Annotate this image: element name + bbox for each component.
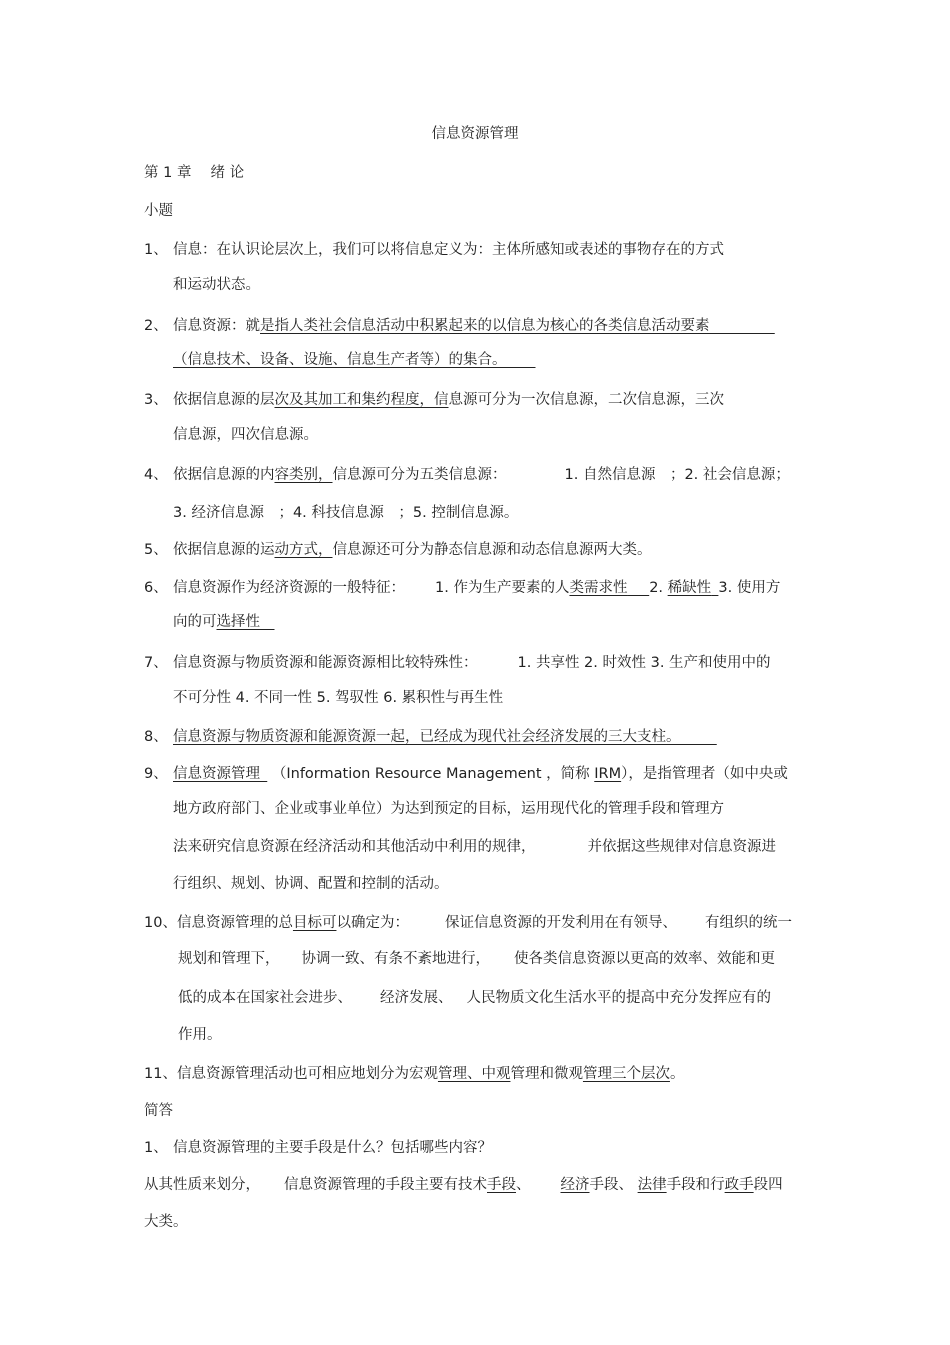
item-9-line-3: 法来研究信息资源在经济活动和其他活动中利用的规律， 并依据这些规律对信息资源进 bbox=[173, 839, 776, 855]
item-11-line-1: 11、信息资源管理活动也可相应地划分为宏观管理、中观管理和微观管理三个层次。 bbox=[144, 1066, 685, 1082]
item-3-line-1: 依据信息源的层次及其加工和集约程度，信息源可分为一次信息源，二次信息源，三次 bbox=[173, 392, 724, 408]
item-10-line-3: 低的成本在国家社会进步、 经济发展、 人民物质文化生活水平的提高中充分发挥应有的 bbox=[178, 990, 771, 1006]
chapter-heading: 第 1 章 绪 论 bbox=[144, 165, 245, 181]
section-heading-short: 简答 bbox=[144, 1103, 173, 1119]
item-number: 5、 bbox=[144, 542, 168, 558]
item-number: 9、 bbox=[144, 766, 168, 782]
item-7-line-1: 信息资源与物质资源和能源资源相比较特殊性： 1. 共享性 2. 时效性 3. 生产和使用中的 bbox=[173, 655, 771, 671]
item-number: 3、 bbox=[144, 392, 168, 408]
answer-1-line-1: 从其性质来划分， 信息资源管理的手段主要有技术手段、 经济手段、 法律手段和行政手段四 bbox=[144, 1177, 783, 1193]
item-2-line-2: （信息技术、设备、设施、信息生产者等）的集合。 bbox=[173, 352, 507, 368]
item-5-line-1: 依据信息源的运动方式，信息源还可分为静态信息源和动态信息源两大类。 bbox=[173, 542, 652, 558]
item-6-line-1: 信息资源作为经济资源的一般特征： 1. 作为生产要素的人类需求性 2. 稀缺性 3. 使用方 bbox=[173, 580, 781, 596]
item-number: 6、 bbox=[144, 580, 168, 596]
item-4-line-2: 3. 经济信息源 ；4. 科技信息源 ；5. 控制信息源。 bbox=[173, 505, 519, 521]
item-1-line-1: 信息：在认识论层次上，我们可以将信息定义为：主体所感知或表述的事物存在的方式 bbox=[173, 242, 724, 258]
page-title: 信息资源管理 bbox=[431, 126, 519, 142]
item-10-line-4: 作用。 bbox=[178, 1027, 222, 1043]
item-number: 7、 bbox=[144, 655, 168, 671]
item-6-line-2: 向的可选择性 bbox=[173, 614, 260, 630]
item-3-line-2: 信息源，四次信息源。 bbox=[173, 427, 318, 443]
item-8-line-1: 信息资源与物质资源和能源资源一起，已经成为现代社会经济发展的三大支柱。 bbox=[173, 729, 681, 745]
item-number: 2、 bbox=[144, 318, 168, 334]
item-1-line-2: 和运动状态。 bbox=[173, 277, 260, 293]
item-10-line-2: 规划和管理下， 协调一致、有条不紊地进行， 使各类信息资源以更高的效率、效能和更 bbox=[178, 951, 775, 967]
item-4-line-1: 依据信息源的内容类别，信息源可分为五类信息源： 1. 自然信息源 ；2. 社会信息源； bbox=[173, 467, 790, 483]
item-9-line-4: 行组织、规划、协调、配置和控制的活动。 bbox=[173, 876, 449, 892]
question-1: 信息资源管理的主要手段是什么？包括哪些内容？ bbox=[173, 1140, 492, 1156]
answer-1-line-2: 大类。 bbox=[144, 1214, 188, 1230]
item-9-line-2: 地方政府部门、企业或事业单位）为达到预定的目标，运用现代化的管理手段和管理方 bbox=[173, 801, 724, 817]
item-number: 1、 bbox=[144, 1140, 168, 1156]
section-heading-small: 小题 bbox=[144, 203, 173, 219]
item-7-line-2: 不可分性 4. 不同一性 5. 驾驭性 6. 累积性与再生性 bbox=[173, 690, 504, 706]
item-number: 4、 bbox=[144, 467, 168, 483]
item-number: 1、 bbox=[144, 242, 168, 258]
item-10-line-1: 10、信息资源管理的总目标可以确定为： 保证信息资源的开发利用在有领导、 有组织的统一 bbox=[144, 915, 792, 931]
item-2-line-1: 信息资源：就是指人类社会信息活动中积累起来的以信息为核心的各类信息活动要素 bbox=[173, 318, 710, 334]
item-9-line-1: 信息资源管理 （Information Resource Management ，简称 IRM），是指管理者（如中央或 bbox=[173, 766, 788, 782]
item-number: 8、 bbox=[144, 729, 168, 745]
